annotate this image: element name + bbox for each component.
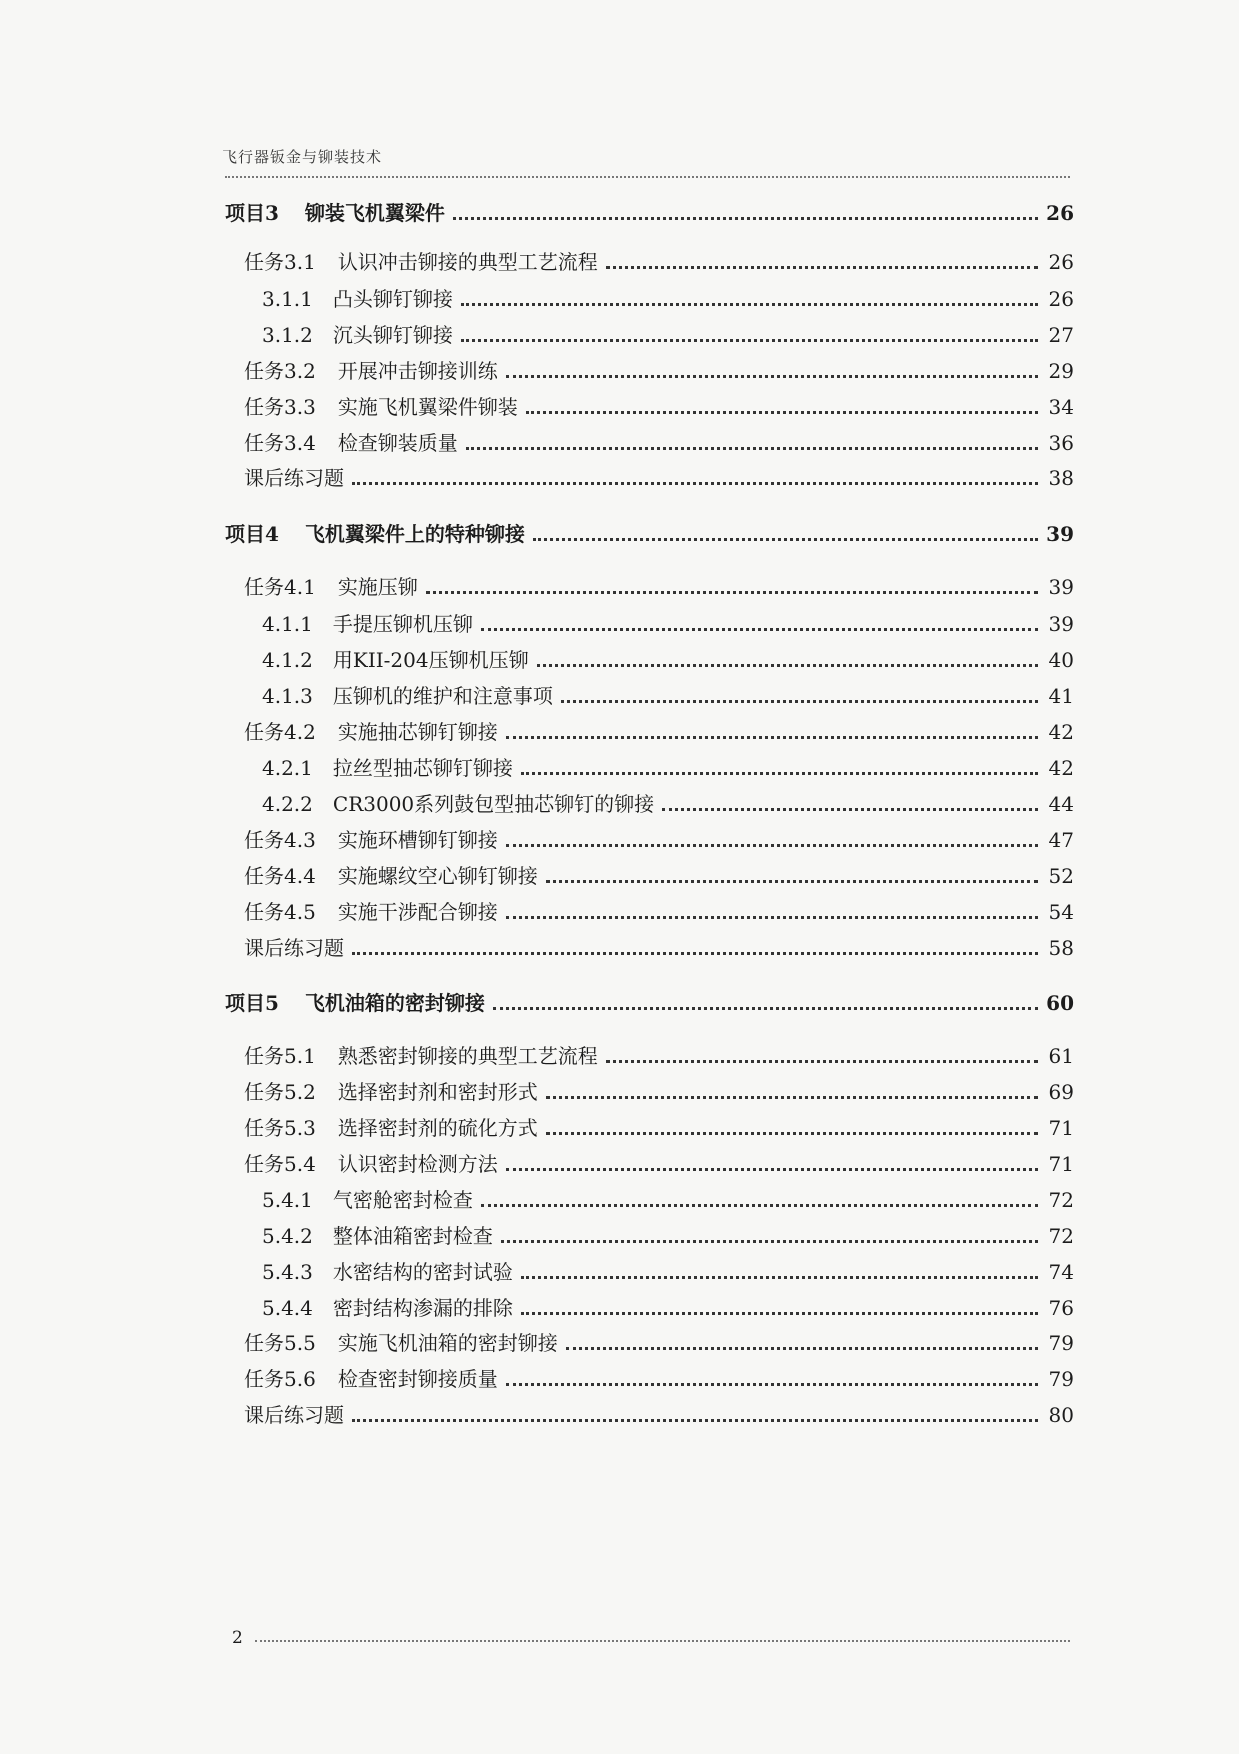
toc-entry-label xyxy=(244,428,458,458)
toc-entry-label xyxy=(262,1185,473,1215)
toc-entry-title: 拉丝型抽芯铆钉铆接 xyxy=(332,756,513,780)
toc-entry-label xyxy=(262,1293,513,1323)
toc-entry-page: 29 xyxy=(1048,359,1074,383)
toc-entry-title: 选择密封剂的硫化方式 xyxy=(337,1116,538,1140)
toc-task-entry xyxy=(244,572,1074,602)
toc-project-entry xyxy=(225,198,1074,228)
toc-entry-page: 39 xyxy=(1048,575,1074,599)
toc-entry-page: 80 xyxy=(1048,1403,1074,1427)
toc-subsection-entry xyxy=(262,609,1074,639)
toc-entry-title: 用KII-204压铆机压铆 xyxy=(332,648,529,672)
toc-entry-number: 3.1.1 xyxy=(262,287,313,311)
toc-entry-number: 4.1.2 xyxy=(262,648,313,672)
toc-entry-title: 实施飞机油箱的密封铆接 xyxy=(337,1331,558,1355)
toc-entry-label xyxy=(225,198,445,228)
toc-entry-label xyxy=(244,356,498,386)
footer-rule xyxy=(255,1640,1070,1642)
dot-leader xyxy=(546,880,1038,883)
toc-subsection-entry xyxy=(262,1257,1074,1287)
toc-project-entry xyxy=(225,519,1074,549)
toc-entry-title: 凸头铆钉铆接 xyxy=(332,287,453,311)
dot-leader xyxy=(453,217,1038,220)
toc-entry-page: 54 xyxy=(1048,900,1074,924)
toc-task-entry xyxy=(244,463,1074,493)
toc-entry-title: 检查密封铆接质量 xyxy=(337,1367,498,1391)
toc-entry-number: 4.1.1 xyxy=(262,612,313,636)
toc-entry-label xyxy=(262,681,553,711)
toc-entry-number: 任务4.3 xyxy=(244,828,316,852)
toc-task-entry xyxy=(244,933,1074,963)
toc-entry-page: 47 xyxy=(1048,828,1074,852)
toc-subsection-entry xyxy=(262,1185,1074,1215)
dot-leader xyxy=(546,1132,1038,1135)
dot-leader xyxy=(501,1240,1038,1243)
toc-entry-number: 任务4.5 xyxy=(244,900,316,924)
toc-entry-page: 38 xyxy=(1048,466,1074,490)
toc-entry-label xyxy=(244,717,498,747)
toc-entry-page: 76 xyxy=(1048,1296,1074,1320)
toc-entry-label xyxy=(244,1113,538,1143)
toc-entry-page: 26 xyxy=(1048,250,1074,274)
toc-subsection-entry xyxy=(262,681,1074,711)
dot-leader xyxy=(662,808,1038,811)
dot-leader xyxy=(461,339,1038,342)
dot-leader xyxy=(426,591,1038,594)
dot-leader xyxy=(481,628,1038,631)
toc-entry-number: 任务4.2 xyxy=(244,720,316,744)
dot-leader xyxy=(506,1168,1038,1171)
toc-entry-number: 任务3.1 xyxy=(244,250,316,274)
toc-task-entry xyxy=(244,1041,1074,1071)
dot-leader xyxy=(526,411,1038,414)
toc-subsection-entry xyxy=(262,1221,1074,1251)
toc-task-entry xyxy=(244,1149,1074,1179)
toc-entry-number: 4.2.2 xyxy=(262,792,313,816)
toc-entry-page: 39 xyxy=(1046,522,1074,546)
toc-entry-title: 实施螺纹空心铆钉铆接 xyxy=(337,864,538,888)
toc-entry-title: 课后练习题 xyxy=(244,936,344,960)
toc-entry-title: 铆装飞机翼梁件 xyxy=(304,201,445,225)
toc-entry-title: 课后练习题 xyxy=(244,1403,344,1427)
toc-entry-title: 熟悉密封铆接的典型工艺流程 xyxy=(337,1044,598,1068)
toc-entry-label xyxy=(262,645,529,675)
toc-entry-label xyxy=(244,1077,538,1107)
dot-leader xyxy=(506,736,1038,739)
dot-leader xyxy=(481,1204,1038,1207)
toc-entry-label xyxy=(244,1149,498,1179)
dot-leader xyxy=(521,772,1038,775)
toc-entry-page: 42 xyxy=(1048,720,1074,744)
header-rule xyxy=(225,176,1070,178)
page-number: 2 xyxy=(232,1628,243,1648)
toc-entry-label xyxy=(262,1221,493,1251)
toc-subsection-entry xyxy=(262,789,1074,819)
dot-leader xyxy=(606,266,1038,269)
toc-entry-number: 任务4.1 xyxy=(244,575,316,599)
toc-entry-title: 整体油箱密封检查 xyxy=(332,1224,493,1248)
toc-entry-title: 检查铆装质量 xyxy=(337,431,458,455)
toc-entry-title: 飞机油箱的密封铆接 xyxy=(304,991,485,1015)
dot-leader xyxy=(521,1312,1038,1315)
toc-entry-page: 58 xyxy=(1048,936,1074,960)
toc-entry-title: 开展冲击铆接训练 xyxy=(337,359,498,383)
toc-entry-number: 4.1.3 xyxy=(262,684,313,708)
toc-entry-page: 44 xyxy=(1048,792,1074,816)
dot-leader xyxy=(506,1383,1038,1386)
toc-entry-label xyxy=(262,789,654,819)
toc-task-entry xyxy=(244,428,1074,458)
toc-entry-number: 任务5.5 xyxy=(244,1331,316,1355)
dot-leader xyxy=(546,1096,1038,1099)
toc-entry-number: 任务5.4 xyxy=(244,1152,316,1176)
toc-entry-label xyxy=(244,392,518,422)
toc-entry-number: 3.1.2 xyxy=(262,323,313,347)
toc-entry-page: 71 xyxy=(1048,1152,1074,1176)
toc-entry-title: CR3000系列鼓包型抽芯铆钉的铆接 xyxy=(332,792,655,816)
toc-task-entry xyxy=(244,861,1074,891)
toc-entry-label xyxy=(244,247,598,277)
toc-entry-label xyxy=(244,861,538,891)
toc-entry-page: 26 xyxy=(1046,201,1074,225)
toc-entry-title: 实施环槽铆钉铆接 xyxy=(337,828,498,852)
toc-entry-page: 72 xyxy=(1048,1224,1074,1248)
toc-entry-number: 任务5.2 xyxy=(244,1080,316,1104)
toc-entry-title: 选择密封剂和密封形式 xyxy=(337,1080,538,1104)
toc-entry-title: 实施压铆 xyxy=(337,575,418,599)
toc-entry-page: 72 xyxy=(1048,1188,1074,1212)
dot-leader xyxy=(537,664,1038,667)
toc-entry-label xyxy=(262,320,453,350)
toc-entry-number: 4.2.1 xyxy=(262,756,313,780)
toc-entry-number: 任务3.3 xyxy=(244,395,316,419)
toc-subsection-entry xyxy=(262,753,1074,783)
toc-entry-number: 项目5 xyxy=(225,991,279,1015)
toc-entry-label xyxy=(244,1041,598,1071)
toc-task-entry xyxy=(244,392,1074,422)
toc-entry-page: 39 xyxy=(1048,612,1074,636)
toc-entry-title: 课后练习题 xyxy=(244,466,344,490)
dot-leader xyxy=(466,447,1038,450)
toc-entry-number: 任务5.6 xyxy=(244,1367,316,1391)
toc-entry-number: 项目3 xyxy=(225,201,279,225)
toc-entry-title: 认识密封检测方法 xyxy=(337,1152,498,1176)
toc-entry-page: 27 xyxy=(1048,323,1074,347)
toc-task-entry xyxy=(244,717,1074,747)
toc-entry-number: 5.4.4 xyxy=(262,1296,313,1320)
dot-leader xyxy=(493,1007,1038,1010)
toc-task-entry xyxy=(244,897,1074,927)
dot-leader xyxy=(461,303,1038,306)
toc-entry-page: 42 xyxy=(1048,756,1074,780)
toc-entry-number: 5.4.3 xyxy=(262,1260,313,1284)
toc-entry-label xyxy=(262,1257,513,1287)
toc-entry-title: 实施抽芯铆钉铆接 xyxy=(337,720,498,744)
toc-entry-page: 60 xyxy=(1046,991,1074,1015)
toc-subsection-entry xyxy=(262,645,1074,675)
toc-entry-label xyxy=(244,933,344,963)
dot-leader xyxy=(506,844,1038,847)
toc-entry-title: 实施干涉配合铆接 xyxy=(337,900,498,924)
toc-subsection-entry xyxy=(262,284,1074,314)
toc-entry-title: 水密结构的密封试验 xyxy=(332,1260,513,1284)
toc-task-entry xyxy=(244,356,1074,386)
toc-task-entry xyxy=(244,1364,1074,1394)
toc-entry-page: 40 xyxy=(1048,648,1074,672)
dot-leader xyxy=(566,1347,1038,1350)
toc-entry-label xyxy=(225,519,525,549)
toc-entry-number: 5.4.1 xyxy=(262,1188,313,1212)
dot-leader xyxy=(506,375,1038,378)
toc-entry-label xyxy=(262,753,513,783)
toc-entry-page: 74 xyxy=(1048,1260,1074,1284)
toc-entry-title: 实施飞机翼梁件铆装 xyxy=(337,395,518,419)
dot-leader xyxy=(561,700,1038,703)
toc-entry-title: 压铆机的维护和注意事项 xyxy=(332,684,553,708)
toc-task-entry xyxy=(244,1113,1074,1143)
toc-entry-label xyxy=(244,463,344,493)
toc-entry-title: 手提压铆机压铆 xyxy=(332,612,473,636)
toc-entry-label xyxy=(244,1364,498,1394)
toc-entry-page: 79 xyxy=(1048,1331,1074,1355)
toc-entry-title: 飞机翼梁件上的特种铆接 xyxy=(304,522,525,546)
toc-entry-label xyxy=(244,825,498,855)
toc-task-entry xyxy=(244,1077,1074,1107)
toc-entry-number: 项目4 xyxy=(225,522,279,546)
toc-entry-number: 任务3.4 xyxy=(244,431,316,455)
toc-task-entry xyxy=(244,825,1074,855)
toc-entry-page: 71 xyxy=(1048,1116,1074,1140)
toc-entry-page: 69 xyxy=(1048,1080,1074,1104)
toc-entry-label xyxy=(225,988,485,1018)
toc-task-entry xyxy=(244,1328,1074,1358)
toc-entry-title: 密封结构渗漏的排除 xyxy=(332,1296,513,1320)
toc-entry-number: 任务5.1 xyxy=(244,1044,316,1068)
toc-entry-page: 61 xyxy=(1048,1044,1074,1068)
toc-entry-label xyxy=(262,609,473,639)
toc-entry-page: 26 xyxy=(1048,287,1074,311)
toc-project-entry xyxy=(225,988,1074,1018)
dot-leader xyxy=(521,1276,1038,1279)
dot-leader xyxy=(533,538,1038,541)
dot-leader xyxy=(352,482,1038,485)
dot-leader xyxy=(352,1419,1038,1422)
running-head: 飞行器钣金与铆装技术 xyxy=(222,148,383,166)
toc-entry-number: 任务4.4 xyxy=(244,864,316,888)
toc-entry-number: 任务3.2 xyxy=(244,359,316,383)
toc-entry-number: 5.4.2 xyxy=(262,1224,313,1248)
toc-entry-label xyxy=(244,1328,558,1358)
toc-entry-title: 沉头铆钉铆接 xyxy=(332,323,453,347)
toc-entry-label xyxy=(244,572,418,602)
toc-subsection-entry xyxy=(262,320,1074,350)
toc-entry-label xyxy=(262,284,453,314)
dot-leader xyxy=(352,952,1038,955)
toc-task-entry xyxy=(244,1400,1074,1430)
toc-entry-page: 34 xyxy=(1048,395,1074,419)
dot-leader xyxy=(606,1060,1038,1063)
toc-entry-title: 认识冲击铆接的典型工艺流程 xyxy=(337,250,598,274)
dot-leader xyxy=(506,916,1038,919)
toc-entry-page: 36 xyxy=(1048,431,1074,455)
toc-entry-number: 任务5.3 xyxy=(244,1116,316,1140)
toc-entry-title: 气密舱密封检查 xyxy=(332,1188,473,1212)
toc-task-entry xyxy=(244,247,1074,277)
toc-entry-label xyxy=(244,1400,344,1430)
toc-subsection-entry xyxy=(262,1293,1074,1323)
toc-entry-page: 52 xyxy=(1048,864,1074,888)
toc-entry-page: 41 xyxy=(1048,684,1074,708)
toc-entry-label xyxy=(244,897,498,927)
toc-entry-page: 79 xyxy=(1048,1367,1074,1391)
